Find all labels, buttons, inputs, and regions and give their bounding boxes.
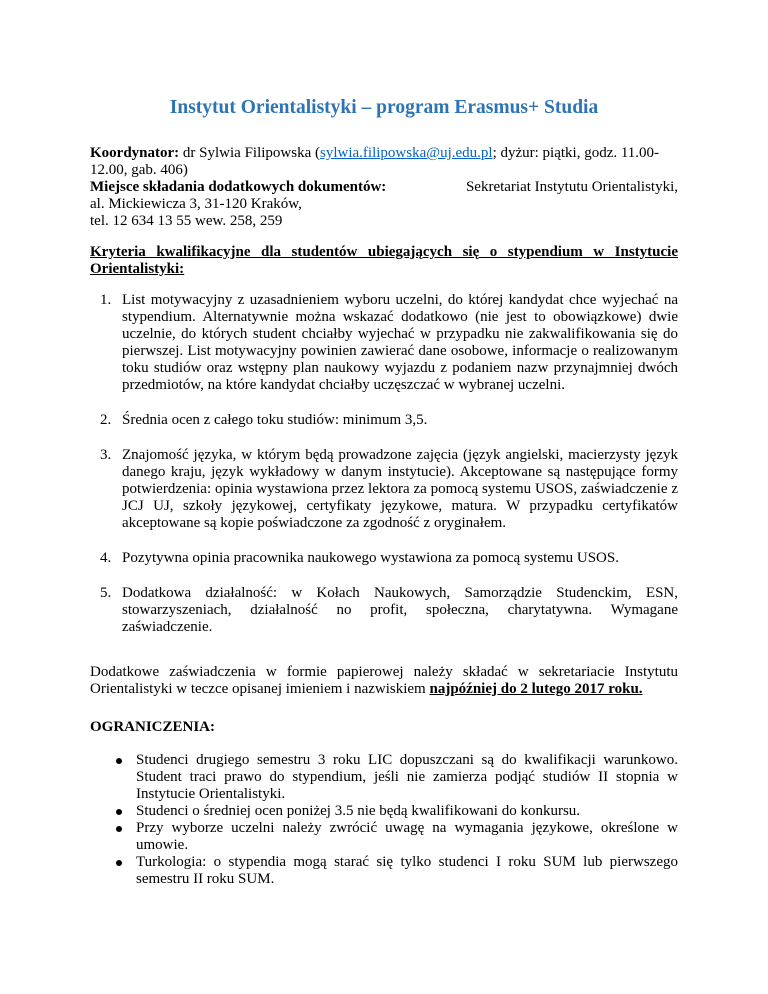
documents-address: al. Mickiewicza 3, 31-120 Kraków, bbox=[90, 196, 302, 212]
limits-item bbox=[90, 820, 678, 854]
bullet-icon bbox=[116, 826, 122, 832]
limits-text: Studenci drugiego semestru 3 roku LIC dopuszczani są do kwalifikacji warunkowo. Student traci prawo do stypendium, jeśli nie zamierza podjąć studiów II stopnia w Instytucie Orientalistyki. bbox=[136, 752, 678, 802]
criteria-text: Znajomość języka, w którym będą prowadzone zajęcia (język angielski, macierzysty język danego kraju, język wykładowy w danym instytucie). Akceptowane są następujące formy potwierdzenia: opinia wystawiona przez lektora za pomocą systemu USOS, zaświadczenie z JCJ UJ, szkoły językowej, certyfikaty językowe, matura. W przypadku certyfikatów akceptowane są kopie poświadczone za zgodność z oryginałem. bbox=[122, 447, 678, 531]
documents-line bbox=[90, 179, 678, 196]
criteria-heading: Kryteria kwalifikacyjne dla studentów ubiegających się o stypendium w Instytucie Orientalistyki: bbox=[90, 244, 678, 277]
extra-text: Dodatkowe zaświadczenia w formie papierowej należy składać w sekretariacie Instytutu Orientalistyki w teczce opisanej imieniem i nazwiskiem bbox=[90, 664, 678, 697]
coordinator-line bbox=[90, 145, 678, 179]
criteria-item bbox=[90, 550, 678, 567]
contact-block bbox=[90, 145, 678, 230]
limits-text: Turkologia: o stypendia mogą starać się tylko studenci I roku SUM lub pierwszego semestru II roku SUM. bbox=[136, 854, 678, 887]
limits-text: Studenci o średniej ocen poniżej 3.5 nie będą kwalifikowani do konkursu. bbox=[136, 803, 581, 819]
coordinator-duty: ; dyżur: piątki, godz. 11.00-12.00, gab. 406) bbox=[90, 145, 660, 178]
criteria-text: Dodatkowa działalność: w Kołach Naukowych, Samorządzie Studenckim, ESN, stowarzyszeniach, działalność no profit, społeczna, charytatywna. Wymagane zaświadczenie. bbox=[122, 585, 678, 635]
limits-list bbox=[90, 752, 678, 888]
coordinator-name: dr Sylwia Filipowska ( bbox=[179, 145, 321, 161]
coordinator-email-link[interactable]: sylwia.filipowska@uj.edu.pl bbox=[320, 145, 493, 161]
limits-item bbox=[90, 854, 678, 888]
criteria-item bbox=[90, 447, 678, 532]
limits-text: Przy wyborze uczelni należy zwrócić uwagę na wymagania językowe, określone w umowie. bbox=[136, 820, 678, 853]
criteria-item bbox=[90, 412, 678, 429]
criteria-number: 4. bbox=[100, 550, 112, 566]
page-title: Instytut Orientalistyki – program Erasmus+ Studia bbox=[169, 97, 599, 118]
criteria-number: 5. bbox=[100, 585, 112, 601]
documents-place: Sekretariat Instytutu Orientalistyki, bbox=[465, 179, 678, 195]
criteria-text: Średnia ocen z całego toku studiów: minimum 3,5. bbox=[122, 412, 428, 428]
limits-item bbox=[90, 752, 678, 803]
criteria-number: 1. bbox=[100, 292, 112, 308]
criteria-item bbox=[90, 585, 678, 636]
deadline-text: najpóźniej do 2 lutego 2017 roku. bbox=[429, 681, 643, 697]
documents-label: Miejsce składania dodatkowych dokumentów: bbox=[90, 179, 387, 195]
limits-item bbox=[90, 803, 678, 820]
extra-documents-paragraph bbox=[90, 664, 678, 698]
criteria-list bbox=[90, 292, 678, 654]
criteria-number: 3. bbox=[100, 447, 112, 463]
criteria-item bbox=[90, 292, 678, 394]
limits-heading: OGRANICZENIA: bbox=[90, 719, 216, 735]
documents-phone: tel. 12 634 13 55 wew. 258, 259 bbox=[90, 213, 283, 229]
criteria-number: 2. bbox=[100, 412, 112, 428]
bullet-icon bbox=[116, 809, 122, 815]
bullet-icon bbox=[116, 758, 122, 764]
coordinator-label: Koordynator: bbox=[90, 145, 180, 161]
criteria-text: List motywacyjny z uzasadnieniem wyboru uczelni, do której kandydat chce wyjechać na stypendium. Alternatywnie można wskazać dodatkowo (nie jest to obowiązkowe) dwie uczelnie, do których student chciałby wyjechać w przypadku nie zakwalifikowania się do pierwszej. List motywacyjny powinien zawierać dane osobowe, informacje o realizowanym toku studiów oraz wstępny plan naukowy wyjazdu z podaniem nazw przynajmniej dwóch przedmiotów, na które kandydat chciałby uczęszczać w wybranej uczelni. bbox=[122, 292, 678, 393]
bullet-icon bbox=[116, 860, 122, 866]
criteria-text: Pozytywna opinia pracownika naukowego wystawiona za pomocą systemu USOS. bbox=[122, 550, 619, 566]
